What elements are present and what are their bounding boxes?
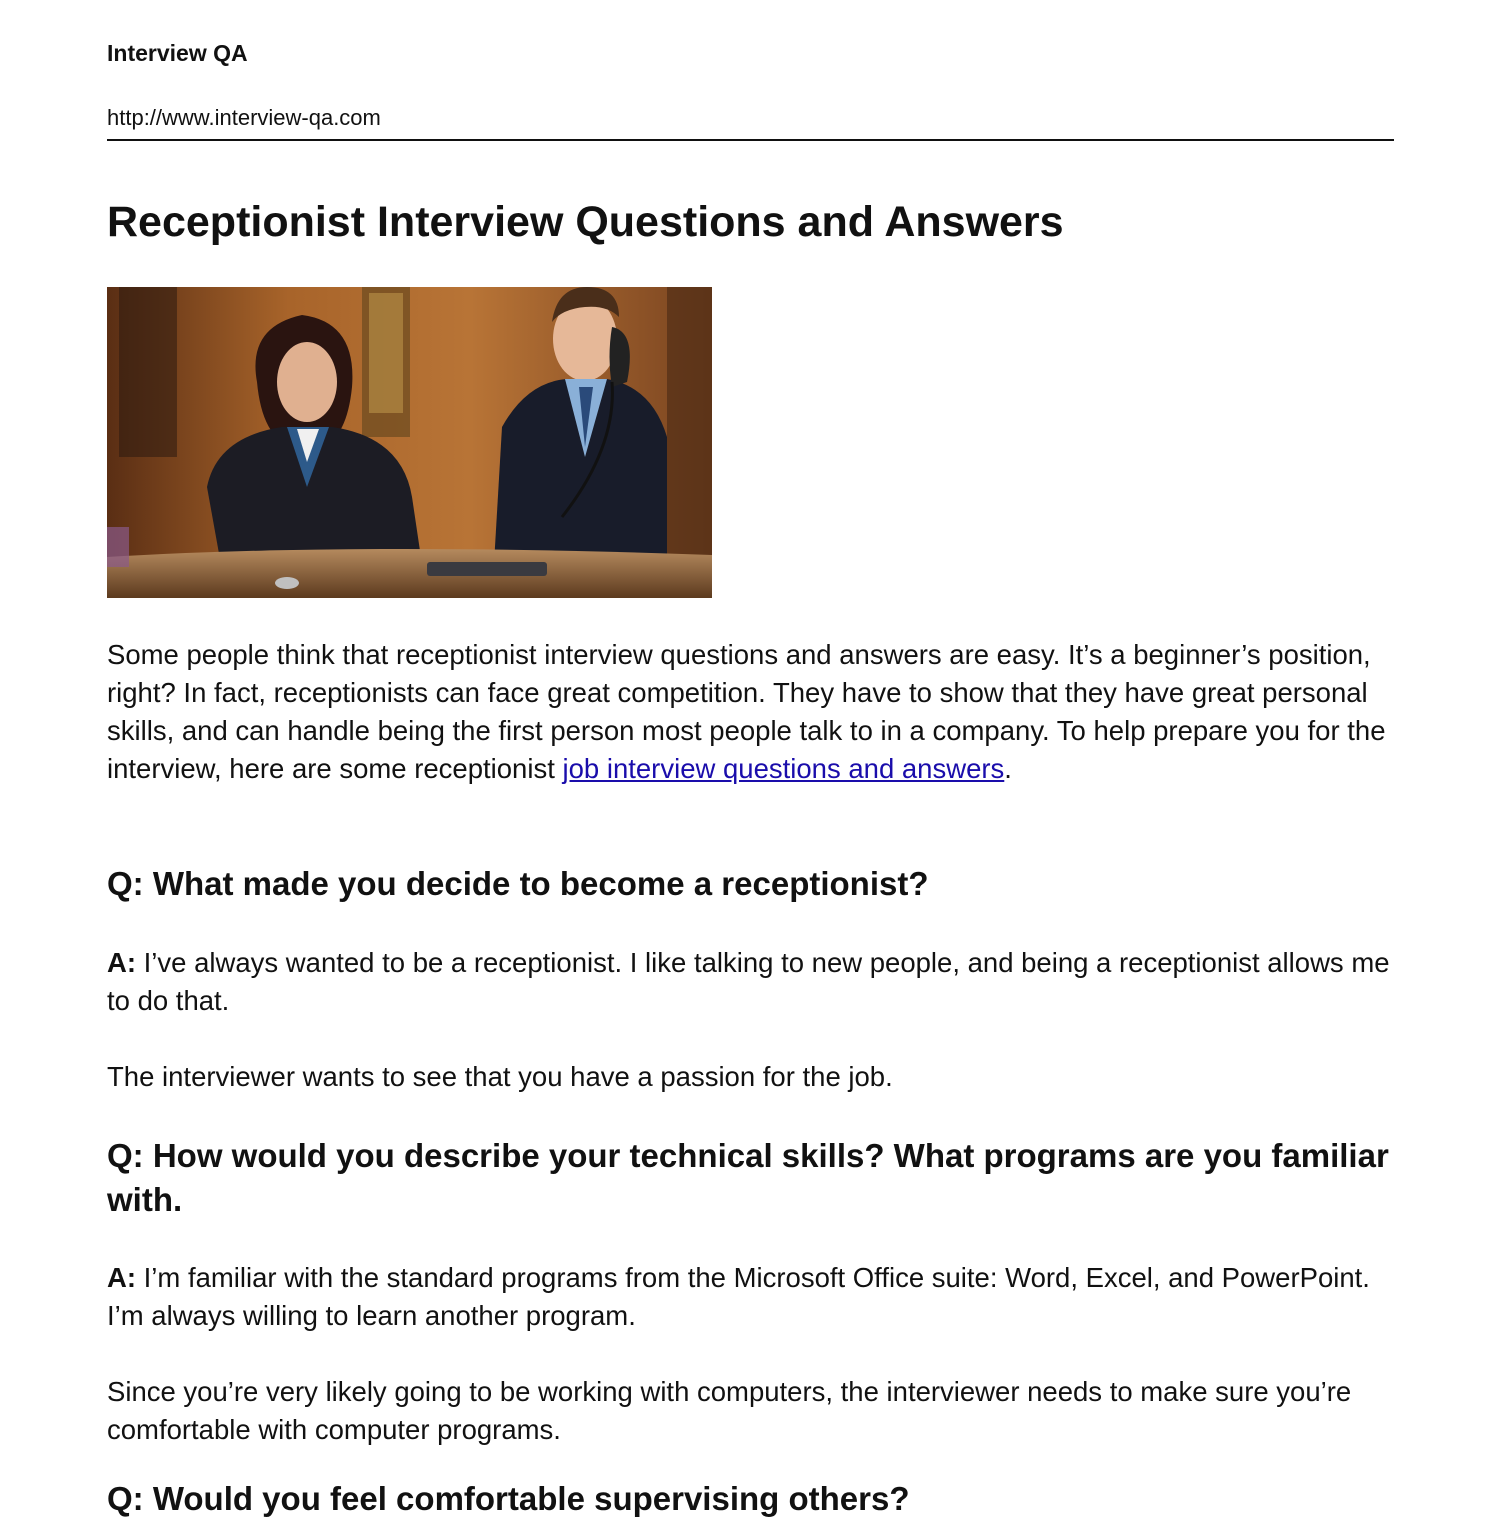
- note-1: The interviewer wants to see that you have a passion for the job.: [107, 1061, 893, 1092]
- note-2: Since you’re very likely going to be working with computers, the interviewer needs to make sure you’re comfortable with computer programs.: [107, 1376, 1352, 1445]
- site-url[interactable]: http://www.interview-qa.com: [107, 105, 381, 130]
- receptionists-photo: [107, 287, 712, 598]
- question-1: Q: What made you decide to become a receptionist?: [107, 865, 929, 902]
- answer-label: A:: [107, 947, 137, 978]
- answer-label: A:: [107, 1262, 137, 1293]
- intro-end: .: [1004, 753, 1012, 784]
- answer-1: [107, 944, 1397, 1020]
- intro-paragraph: [107, 636, 1397, 788]
- question-2: Q: How would you describe your technical skills? What programs are you familiar with.: [107, 1137, 1389, 1218]
- article-title: Receptionist Interview Questions and Answers: [107, 198, 1064, 246]
- site-name: Interview QA: [107, 40, 248, 66]
- job-interview-link[interactable]: job interview questions and answers: [562, 753, 1005, 784]
- answer-1-text: I’ve always wanted to be a receptionist. I like talking to new people, and being a receptionist allows me to do that.: [107, 947, 1390, 1016]
- intro-text: Some people think that receptionist interview questions and answers are easy. It’s a beginner’s position, right? In fact, receptionists can face great competition. They have to show that they have great personal skills, and can handle being the first person most people talk to in a company. To help prepare you for the interview, here are some receptionist: [107, 639, 1386, 784]
- question-3: Q: Would you feel comfortable supervising others?: [107, 1480, 910, 1517]
- answer-2: [107, 1259, 1397, 1335]
- header-divider: [107, 139, 1394, 141]
- answer-2-text: I’m familiar with the standard programs from the Microsoft Office suite: Word, Excel, and PowerPoint. I’m always willing to learn another program.: [107, 1262, 1370, 1331]
